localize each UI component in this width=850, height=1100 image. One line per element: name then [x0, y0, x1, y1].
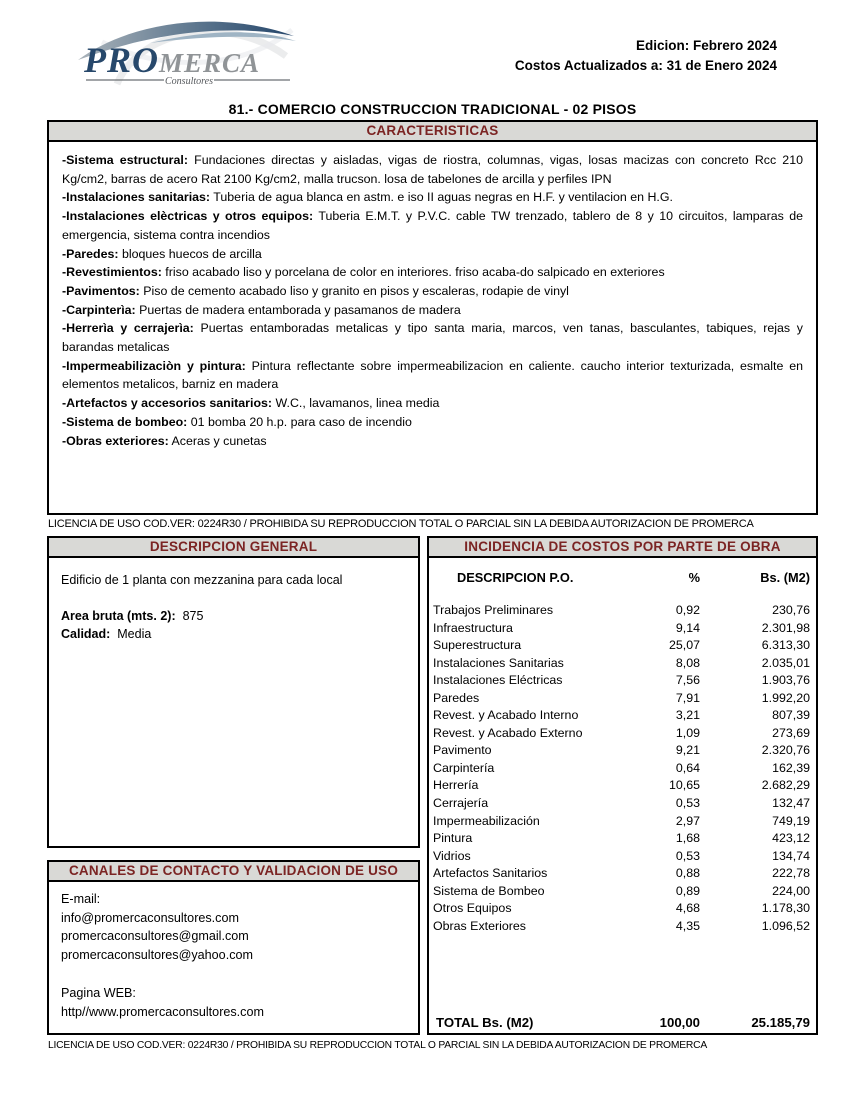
costs-updated-date: Costos Actualizados a: 31 de Enero 2024: [514, 58, 777, 73]
characteristic-item: [62, 319, 803, 356]
cell-bs-m2: 2.320,76: [761, 743, 810, 758]
cell-bs-m2: 273,69: [772, 725, 810, 740]
characteristic-text: Tuberia E.M.T. y P.V.C. cable TW trenzado, tablero de 8 y 10 circuitos, lamparas de emergencia, sistema contra incendios: [62, 209, 804, 242]
characteristic-text: Fundaciones directas y aisladas, vigas de riostra, columnas, vigas, losas macizas con concreto Rcc 210 Kg/cm2, barras de acero Rat 2100 Kg/cm2, malla trucson. losa de tabelones de arcilla y perfiles IPN: [62, 153, 803, 186]
area-bruta-line: [61, 607, 406, 626]
cell-parte-obra: Infraestructura: [433, 620, 513, 635]
contacto-content: [49, 882, 418, 1030]
cell-percent: 4,35: [675, 918, 700, 933]
cell-bs-m2: 2.035,01: [761, 655, 810, 670]
table-row: [433, 848, 810, 866]
cell-bs-m2: 1.903,76: [761, 673, 810, 688]
table-row: [433, 813, 810, 831]
cell-bs-m2: 1.992,20: [761, 690, 810, 705]
characteristic-label: -Instalaciones elèctricas y otros equipos:: [62, 209, 314, 224]
table-row: [433, 637, 810, 655]
incidencia-costos-section: [427, 536, 818, 1035]
cell-percent: 9,14: [675, 620, 700, 635]
total-percent: 100,00: [659, 1015, 700, 1030]
costs-table-header-row: [429, 570, 816, 585]
column-header-bs-m2: Bs. (M2): [760, 570, 810, 585]
characteristic-text: Pintura reflectante sobre impermeabilizacion en caliente. caucho interior texturizada, esmalte en elementos metalicos, barniz en madera: [62, 358, 803, 392]
cell-parte-obra: Revest. y Acabado Interno: [433, 708, 579, 723]
cell-percent: 2,97: [675, 813, 700, 828]
incidencia-costos-header: INCIDENCIA DE COSTOS POR PARTE DE OBRA: [429, 538, 816, 558]
characteristic-item: [62, 413, 803, 432]
total-label: TOTAL Bs. (M2): [436, 1015, 534, 1030]
characteristic-label: -Impermeabilizaciòn y pintura:: [62, 358, 246, 373]
characteristic-label: -Artefactos y accesorios sanitarios:: [62, 396, 273, 411]
edition-info: [515, 36, 777, 76]
characteristic-item: [62, 301, 803, 320]
cell-percent: 1,68: [675, 831, 700, 846]
cell-percent: 9,21: [675, 743, 700, 758]
cell-parte-obra: Pintura: [433, 831, 473, 846]
characteristic-text: 01 bomba 20 h.p. para caso de incendio: [190, 414, 412, 429]
table-total-row: [433, 1015, 810, 1030]
building-description: Edificio de 1 planta con mezzanina para cada local: [61, 573, 343, 587]
cell-percent: 7,91: [675, 690, 700, 705]
characteristic-item: [62, 151, 803, 188]
cell-percent: 0,53: [675, 796, 700, 811]
web-label: Pagina WEB:: [61, 986, 136, 1001]
characteristic-label: -Instalaciones sanitarias:: [62, 190, 211, 205]
cell-bs-m2: 807,39: [772, 708, 810, 723]
characteristic-item: [62, 394, 803, 413]
characteristic-item: [62, 357, 803, 394]
characteristic-label: -Paredes:: [62, 246, 119, 261]
cell-bs-m2: 222,78: [772, 866, 810, 881]
cell-percent: 0,64: [675, 760, 700, 775]
characteristic-item: [62, 245, 803, 264]
table-row: [433, 900, 810, 918]
cell-bs-m2: 423,12: [772, 831, 810, 846]
cell-bs-m2: 224,00: [772, 883, 810, 898]
cell-bs-m2: 230,76: [772, 603, 810, 617]
characteristic-item: [62, 282, 803, 301]
cell-bs-m2: 1.096,52: [761, 918, 810, 933]
cell-bs-m2: 749,19: [772, 813, 810, 828]
table-row: [433, 672, 810, 690]
characteristic-text: bloques huecos de arcilla: [121, 246, 262, 261]
cell-bs-m2: 2.682,29: [761, 778, 810, 793]
cell-bs-m2: 2.301,98: [761, 620, 810, 635]
email-item: promercaconsultores@gmail.com: [61, 929, 249, 944]
characteristic-label: -Sistema estructural:: [62, 153, 188, 167]
characteristic-item: [62, 263, 803, 282]
cell-parte-obra: Pavimento: [433, 743, 492, 758]
email-item: info@promercaconsultores.com: [61, 910, 239, 925]
characteristic-label: -Herrerìa y cerrajerìa:: [62, 321, 194, 336]
characteristic-item: [62, 188, 803, 207]
cell-bs-m2: 162,39: [772, 760, 810, 775]
characteristic-label: -Revestimientos:: [62, 265, 162, 280]
caracteristicas-section: [47, 120, 818, 515]
table-row: [433, 918, 810, 936]
descripcion-general-header: DESCRIPCION GENERAL: [49, 538, 418, 558]
cell-parte-obra: Vidrios: [433, 848, 471, 863]
promerca-logo: [72, 12, 302, 94]
table-row: [433, 865, 810, 883]
table-row: [433, 655, 810, 673]
characteristic-text: Piso de cemento acabado liso y granito en pisos y escaleras, rodapie de vinyl: [143, 283, 569, 298]
cell-parte-obra: Herrería: [433, 778, 479, 793]
column-header-descripcion: DESCRIPCION P.O.: [457, 570, 574, 585]
cell-percent: 10,65: [668, 778, 700, 793]
table-row: [433, 795, 810, 813]
characteristic-text: Tuberia de agua blanca en astm. e iso II aguas negras en H.F. y ventilacion en H.G.: [213, 190, 673, 205]
email-list: [61, 909, 406, 965]
cell-parte-obra: Artefactos Sanitarios: [433, 866, 548, 881]
characteristic-text: friso acabado liso y porcelana de color en interiores. friso acaba-do salpicado en exteriores: [165, 265, 665, 280]
table-row: [433, 725, 810, 743]
table-row: [433, 760, 810, 778]
table-row: [433, 830, 810, 848]
cell-percent: 4,68: [675, 901, 700, 916]
table-row: [433, 742, 810, 760]
cell-parte-obra: Cerrajería: [433, 796, 489, 811]
cell-percent: 3,21: [675, 708, 700, 723]
cell-percent: 0,89: [675, 883, 700, 898]
characteristic-label: -Obras exteriores:: [62, 433, 169, 448]
characteristic-item: [62, 432, 803, 451]
cell-parte-obra: Paredes: [433, 690, 480, 705]
email-item: promercaconsultores@yahoo.com: [61, 947, 253, 962]
characteristic-text: Puertas de madera entamborada y pasamanos de madera: [139, 302, 461, 317]
cell-parte-obra: Otros Equipos: [433, 901, 512, 916]
cell-percent: 7,56: [675, 673, 700, 688]
contacto-header: CANALES DE CONTACTO Y VALIDACION DE USO: [49, 862, 418, 882]
descripcion-general-content: [49, 558, 418, 657]
caracteristicas-list: [49, 142, 816, 450]
cell-parte-obra: Carpintería: [433, 760, 495, 775]
cell-parte-obra: Impermeabilización: [433, 813, 540, 828]
license-notice-top: LICENCIA DE USO COD.VER: 0224R30 / PROHIBIDA SU REPRODUCCION TOTAL O PARCIAL SIN LA DEBIDA AUTORIZACION DE PROMERCA: [48, 518, 754, 530]
logo-wordmark: PROMERCA: [84, 40, 261, 80]
table-row: [433, 883, 810, 901]
characteristic-text: W.C., lavamanos, linea media: [275, 396, 440, 411]
calidad-line: [61, 625, 406, 644]
cell-percent: 0,88: [675, 866, 700, 881]
cell-percent: 1,09: [675, 725, 700, 740]
contacto-section: [47, 860, 420, 1035]
area-bruta-label: Area bruta (mts. 2):: [61, 608, 176, 623]
cell-parte-obra: Instalaciones Eléctricas: [433, 673, 563, 688]
total-bs-m2: 25.185,79: [751, 1015, 810, 1030]
cell-parte-obra: Instalaciones Sanitarias: [433, 655, 564, 670]
characteristic-item: [62, 207, 803, 244]
table-row: [433, 690, 810, 708]
cell-bs-m2: 1.178,30: [761, 901, 810, 916]
area-bruta-value: 875: [182, 608, 204, 623]
column-header-percent: %: [688, 570, 700, 585]
cell-parte-obra: Superestructura: [433, 638, 522, 653]
cell-parte-obra: Obras Exteriores: [433, 918, 526, 933]
descripcion-general-section: [47, 536, 420, 848]
table-row: [433, 620, 810, 638]
characteristic-text: Aceras y cunetas: [171, 433, 267, 448]
cell-bs-m2: 6.313,30: [761, 638, 810, 653]
characteristic-text: Puertas entamboradas metalicas y tipo santa maria, marcos, ven tanas, basculantes, tabiques, rejas y barandas metalicas: [62, 321, 803, 355]
cell-bs-m2: 134,74: [772, 848, 810, 863]
table-row: [433, 777, 810, 795]
costs-table-body: [429, 602, 816, 935]
characteristic-label: -Sistema de bombeo:: [62, 414, 188, 429]
cell-parte-obra: Revest. y Acabado Externo: [433, 725, 583, 740]
calidad-value: Media: [117, 627, 152, 641]
cell-percent: 8,08: [675, 655, 700, 670]
edition-date: Edicion: Febrero 2024: [635, 38, 777, 53]
calidad-label: Calidad:: [61, 627, 111, 641]
page-title: 81.- COMERCIO CONSTRUCCION TRADICIONAL - 02 PISOS: [228, 101, 637, 117]
web-url: http//www.promercaconsultores.com: [61, 1004, 264, 1019]
cell-percent: 0,92: [675, 603, 700, 617]
license-notice-bottom: LICENCIA DE USO COD.VER: 0224R30 / PROHIBIDA SU REPRODUCCION TOTAL O PARCIAL SIN LA DEBIDA AUTORIZACION DE PROMERCA: [48, 1040, 708, 1051]
logo-subtitle: Consultores: [165, 76, 213, 87]
characteristic-label: -Pavimentos:: [62, 283, 140, 298]
cell-percent: 0,53: [675, 848, 700, 863]
caracteristicas-header: CARACTERISTICAS: [49, 122, 816, 142]
email-label: E-mail:: [61, 892, 101, 906]
cell-parte-obra: Trabajos Preliminares: [433, 603, 554, 617]
characteristic-label: -Carpinterìa:: [62, 302, 136, 317]
table-row: [433, 602, 810, 620]
cell-percent: 25,07: [668, 638, 700, 653]
cell-bs-m2: 132,47: [772, 796, 810, 811]
table-row: [433, 707, 810, 725]
cell-parte-obra: Sistema de Bombeo: [433, 883, 545, 898]
